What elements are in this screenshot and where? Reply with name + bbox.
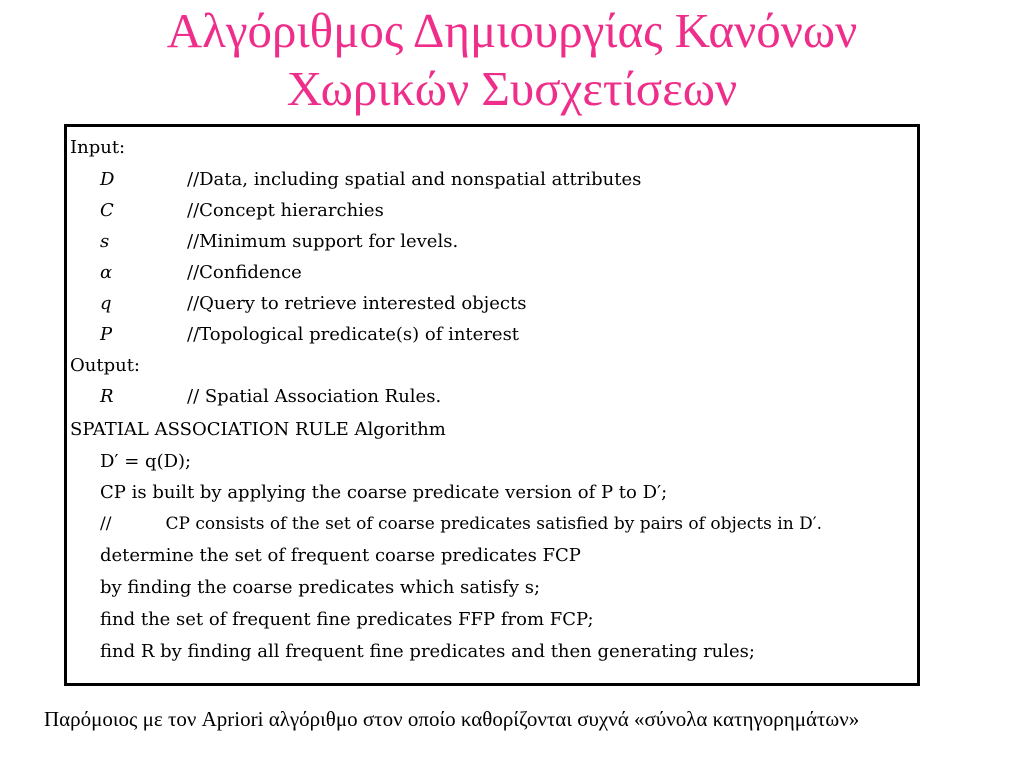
algorithm-step: by finding the coarse predicates which satisfy s; xyxy=(100,577,541,598)
output-row-rules xyxy=(67,382,917,412)
input-row-concept xyxy=(67,196,917,226)
input-comment: //Topological predicate(s) of interest xyxy=(187,324,520,345)
algorithm-step: D′ = q(D); xyxy=(100,451,192,472)
input-row-query xyxy=(67,289,917,319)
algorithm-step: determine the set of frequent coarse predicates FCP xyxy=(100,545,581,566)
slide-title-line-1: Αλγόριθμος Δημιουργίας Κανόνων xyxy=(166,3,858,58)
output-symbol: R xyxy=(100,386,114,407)
algorithm-step: // CP consists of the set of coarse predicates satisfied by pairs of objects in D′. xyxy=(100,514,822,534)
input-row-support xyxy=(67,227,917,257)
algorithm-step: find R by finding all frequent fine predicates and then generating rules; xyxy=(100,641,755,662)
input-symbol: C xyxy=(100,200,114,221)
algorithm-heading: SPATIAL ASSOCIATION RULE Algorithm xyxy=(70,419,446,440)
input-comment: //Query to retrieve interested objects xyxy=(187,293,527,314)
input-symbol: α xyxy=(100,262,113,283)
input-heading: Input: xyxy=(70,137,126,158)
slide-caption: Παρόμοιος με τον Apriori αλγόριθμο στον οποίο καθορίζονται συχνά «σύνολα κατηγορημάτων» xyxy=(44,707,860,731)
input-symbol: P xyxy=(100,324,113,345)
input-comment: //Minimum support for levels. xyxy=(187,231,459,252)
slide-title-line-2: Χωρικών Συσχετίσεων xyxy=(286,61,738,116)
input-row-confidence xyxy=(67,258,917,288)
algorithm-step: find the set of frequent fine predicates FFP from FCP; xyxy=(100,609,594,630)
input-comment: //Data, including spatial and nonspatial attributes xyxy=(187,169,642,190)
output-comment: // Spatial Association Rules. xyxy=(187,386,442,407)
input-comment: //Concept hierarchies xyxy=(187,200,384,221)
algorithm-step: CP is built by applying the coarse predicate version of P to D′; xyxy=(100,482,668,503)
input-row-predicate xyxy=(67,320,917,350)
input-row-data xyxy=(67,165,917,195)
input-symbol: D xyxy=(100,169,115,190)
algorithm-box xyxy=(64,124,920,686)
input-symbol: s xyxy=(100,231,110,252)
output-heading: Output: xyxy=(70,355,140,376)
input-comment: //Confidence xyxy=(187,262,302,283)
input-symbol: q xyxy=(100,293,112,314)
slide-title xyxy=(0,2,1024,118)
